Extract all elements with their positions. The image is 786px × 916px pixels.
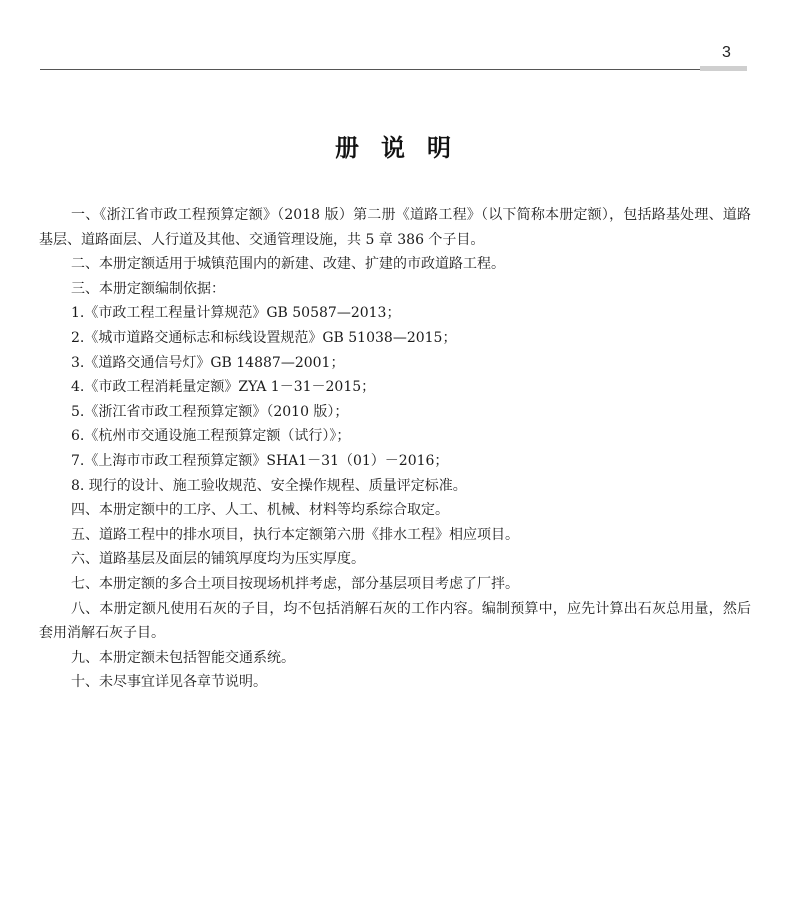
basis-item-5: 5.《浙江省市政工程预算定额》（2010 版）； (71, 403, 349, 420)
basis-item-7: 7.《上海市市政工程预算定额》SHA1－31（01）－2016； (71, 452, 449, 469)
basis-item-1: 1.《市政工程工程量计算规范》GB 50587—2013； (71, 305, 401, 322)
paragraph-8: 八、本册定额凡使用石灰的子目，均不包括消解石灰的工作内容。编制预算中，应先计算出石灰总用量，然后套用消解石灰子目。 (39, 600, 751, 642)
paragraph-7: 七、本册定额的多合土项目按现场机拌考虑，部分基层项目考虑了厂拌。 (71, 575, 519, 592)
paragraph-1: 一、《浙江省市政工程预算定额》（2018 版）第二册《道路工程》（以下简称本册定额），包括路基处理、道路基层、道路面层、人行道及其他、交通管理设施，共 5 章 386 个子目。 (39, 207, 751, 248)
page-title: 册说明 (335, 134, 473, 162)
basis-item-6: 6.《杭州市交通设施工程预算定额（试行）》； (71, 428, 351, 445)
paragraph-10: 十、未尽事宜详见各章节说明。 (71, 674, 267, 691)
page-number: 3 (722, 44, 731, 61)
paragraph-6: 六、道路基层及面层的铺筑厚度均为压实厚度。 (71, 551, 365, 568)
paragraph-2: 二、本册定额适用于城镇范围内的新建、改建、扩建的市政道路工程。 (71, 256, 505, 273)
paragraph-9: 九、本册定额未包括智能交通系统。 (71, 649, 295, 666)
header-rule (40, 69, 747, 70)
basis-item-2: 2.《城市道路交通标志和标线设置规范》GB 51038—2015； (71, 329, 457, 346)
header-rule-accent (700, 66, 747, 71)
basis-item-4: 4.《市政工程消耗量定额》ZYA 1－31－2015； (71, 379, 376, 396)
basis-item-8: 8. 现行的设计、施工验收规范、安全操作规程、质量评定标准。 (71, 477, 467, 494)
document-body (39, 203, 751, 695)
paragraph-5: 五、道路工程中的排水项目，执行本定额第六册《排水工程》相应项目。 (71, 526, 519, 543)
basis-item-3: 3.《道路交通信号灯》GB 14887—2001； (71, 354, 345, 371)
paragraph-3: 三、本册定额编制依据： (71, 280, 225, 297)
paragraph-4: 四、本册定额中的工序、人工、机械、材料等均系综合取定。 (71, 502, 449, 519)
